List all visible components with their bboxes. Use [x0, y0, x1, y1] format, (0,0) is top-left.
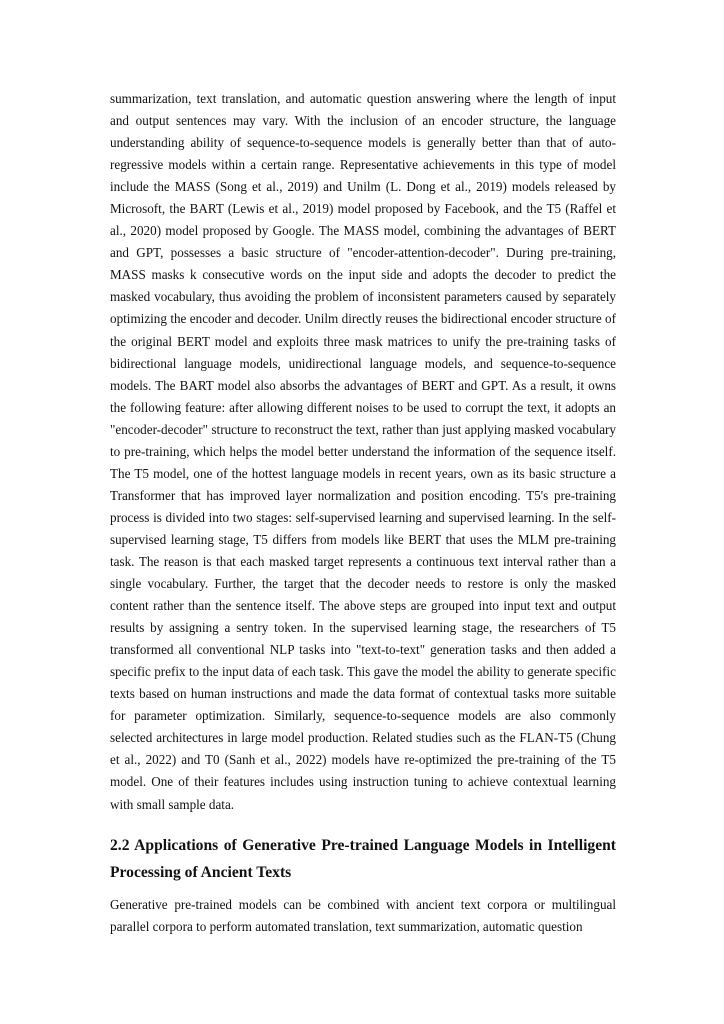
section-heading: 2.2 Applications of Generative Pre-trained Language Models in Intelligent Processing of Ancient Texts: [110, 836, 616, 881]
body-paragraph-2: Generative pre-trained models can be combined with ancient text corpora or multilingual parallel corpora to perform automated translation, text summarization, automatic question: [110, 896, 616, 934]
page-body: [110, 88, 616, 938]
body-paragraph-1: summarization, text translation, and automatic question answering where the length of input and output sentences may vary. With the inclusion of an encoder structure, the language understanding ability of sequence-to-sequence models is generally better than that of auto-regressive models within a certain range. Representative achievements in this type of model include the MASS (Song et al., 2019) and Unilm (L. Dong et al., 2019) models released by Microsoft, the BART (Lewis et al., 2019) model proposed by Facebook, and the T5 (Raffel et al., 2020) model proposed by Google. The MASS model, combining the advantages of BERT and GPT, possesses a basic structure of "encoder-attention-decoder". During pre-training, MASS masks k consecutive words on the input side and adopts the decoder to predict the masked vocabulary, thus avoiding the problem of inconsistent parameters caused by separately optimizing the encoder and decoder. Unilm directly reuses the bidirectional encoder structure of the original BERT model and exploits three mask matrices to unify the pre-training tasks of bidirectional language models, unidirectional language models, and sequence-to-sequence models. The BART model also absorbs the advantages of BERT and GPT. As a result, it owns the following feature: after allowing different noises to be used to corrupt the text, it adopts an "encoder-decoder" structure to reconstruct the text, rather than just applying masked vocabulary to pre-training, which helps the model better understand the information of the sequence itself. The T5 model, one of the hottest language models in recent years, own as its basic structure a Transformer that has improved layer normalization and position encoding. T5's pre-training process is divided into two stages: self-supervised learning and supervised learning. In the self-supervised learning stage, T5 differs from models like BERT that uses the MLM pre-training task. The reason is that each masked target represents a continuous text interval rather than a single vocabulary. Further, the target that the decoder needs to restore is only the masked content rather than the sentence itself. The above steps are grouped into input text and output results by assigning a sentry token. In the supervised learning stage, the researchers of T5 transformed all conventional NLP tasks into "text-to-text" generation tasks and then added a specific prefix to the input data of each task. This gave the model the ability to generate specific texts based on human instructions and made the data format of contextual tasks more suitable for parameter optimization. Similarly, sequence-to-sequence models are also commonly selected architectures in large model production. Related studies such as the FLAN-T5 (Chung et al., 2022) and T0 (Sanh et al., 2022) models have re-optimized the pre-training of the T5 model. One of their features includes using instruction tuning to achieve contextual learning with small sample data.: [110, 91, 616, 812]
